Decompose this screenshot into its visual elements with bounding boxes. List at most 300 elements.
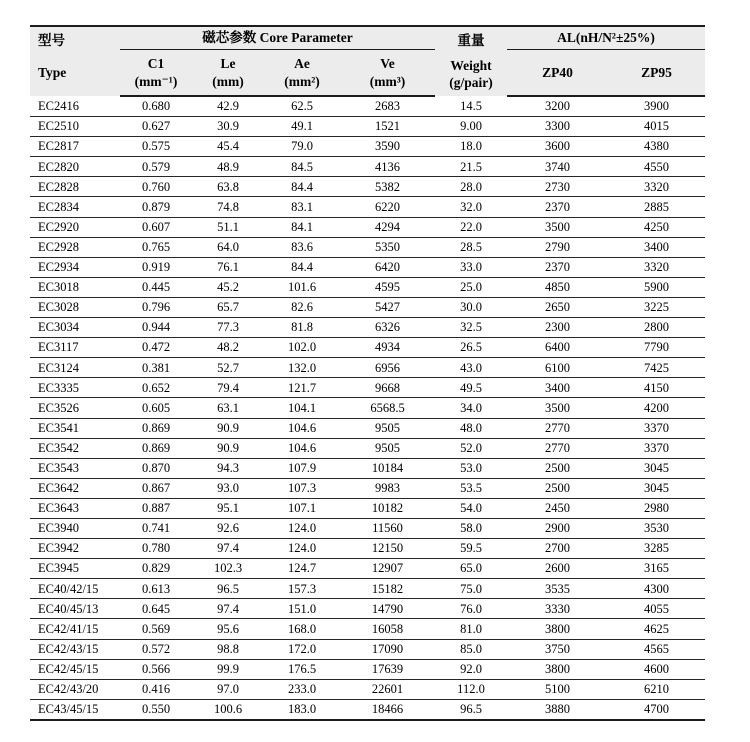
cell-ae: 124.0 [264, 518, 340, 538]
cell-ve: 17090 [340, 639, 435, 659]
table-row [30, 599, 705, 619]
table-row [30, 619, 705, 639]
header-c1-label: C1 [147, 55, 165, 71]
cell-zp40: 2500 [507, 458, 608, 478]
cell-weight: 14.5 [435, 96, 507, 117]
cell-ae: 62.5 [264, 96, 340, 117]
cell-zp95: 3370 [608, 438, 705, 458]
table-row [30, 358, 705, 378]
cell-type: EC3643 [30, 498, 120, 518]
cell-le: 96.5 [192, 579, 264, 599]
cell-ae: 102.0 [264, 338, 340, 358]
cell-zp95: 4055 [608, 599, 705, 619]
cell-zp95: 4565 [608, 639, 705, 659]
cell-weight: 53.5 [435, 478, 507, 498]
table-row [30, 117, 705, 137]
cell-c1: 0.867 [120, 478, 192, 498]
table-row [30, 217, 705, 237]
cell-zp40: 3800 [507, 619, 608, 639]
table-row [30, 277, 705, 297]
cell-type: EC3117 [30, 338, 120, 358]
header-le [192, 50, 264, 97]
cell-ae: 151.0 [264, 599, 340, 619]
cell-ae: 107.3 [264, 478, 340, 498]
cell-type: EC42/43/15 [30, 639, 120, 659]
cell-ve: 3590 [340, 137, 435, 157]
cell-ve: 1521 [340, 117, 435, 137]
cell-weight: 53.0 [435, 458, 507, 478]
header-ae [264, 50, 340, 97]
cell-type: EC2834 [30, 197, 120, 217]
cell-c1: 0.869 [120, 438, 192, 458]
cell-zp40: 3300 [507, 117, 608, 137]
cell-ae: 124.0 [264, 539, 340, 559]
cell-weight: 65.0 [435, 559, 507, 579]
cell-zp40: 3500 [507, 217, 608, 237]
cell-type: EC3034 [30, 318, 120, 338]
cell-ve: 12907 [340, 559, 435, 579]
cell-zp40: 2600 [507, 559, 608, 579]
cell-zp40: 5100 [507, 679, 608, 699]
cell-type: EC2828 [30, 177, 120, 197]
cell-le: 100.6 [192, 699, 264, 720]
cell-le: 63.1 [192, 398, 264, 418]
cell-le: 92.6 [192, 518, 264, 538]
cell-type: EC42/43/20 [30, 679, 120, 699]
cell-c1: 0.741 [120, 518, 192, 538]
cell-ve: 16058 [340, 619, 435, 639]
cell-zp40: 3200 [507, 96, 608, 117]
cell-ve: 15182 [340, 579, 435, 599]
cell-ve: 17639 [340, 659, 435, 679]
cell-weight: 92.0 [435, 659, 507, 679]
table-row [30, 639, 705, 659]
header-weight-cell [435, 26, 507, 96]
cell-weight: 59.5 [435, 539, 507, 559]
cell-ve: 2683 [340, 96, 435, 117]
cell-c1: 0.550 [120, 699, 192, 720]
cell-weight: 28.5 [435, 237, 507, 257]
cell-zp95: 2885 [608, 197, 705, 217]
header-zp40: ZP40 [507, 50, 608, 97]
cell-weight: 96.5 [435, 699, 507, 720]
cell-c1: 0.575 [120, 137, 192, 157]
cell-zp40: 3500 [507, 398, 608, 418]
cell-weight: 49.5 [435, 378, 507, 398]
cell-zp40: 2300 [507, 318, 608, 338]
cell-type: EC42/41/15 [30, 619, 120, 639]
cell-weight: 28.0 [435, 177, 507, 197]
cell-ae: 49.1 [264, 117, 340, 137]
cell-ae: 83.1 [264, 197, 340, 217]
cell-zp95: 4700 [608, 699, 705, 720]
cell-le: 30.9 [192, 117, 264, 137]
cell-ae: 104.6 [264, 418, 340, 438]
cell-ve: 6568.5 [340, 398, 435, 418]
cell-ve: 4136 [340, 157, 435, 177]
table-row [30, 96, 705, 117]
cell-type: EC3018 [30, 277, 120, 297]
core-parameter-table [30, 25, 705, 721]
cell-ve: 11560 [340, 518, 435, 538]
cell-ae: 84.5 [264, 157, 340, 177]
cell-zp95: 4015 [608, 117, 705, 137]
cell-le: 94.3 [192, 458, 264, 478]
cell-le: 97.0 [192, 679, 264, 699]
cell-ae: 81.8 [264, 318, 340, 338]
cell-zp40: 6100 [507, 358, 608, 378]
cell-ae: 79.0 [264, 137, 340, 157]
table-row [30, 398, 705, 418]
cell-ve: 4934 [340, 338, 435, 358]
cell-type: EC3124 [30, 358, 120, 378]
cell-le: 95.1 [192, 498, 264, 518]
cell-zp95: 3045 [608, 478, 705, 498]
cell-type: EC3945 [30, 559, 120, 579]
cell-zp95: 5900 [608, 277, 705, 297]
cell-weight: 48.0 [435, 418, 507, 438]
cell-le: 90.9 [192, 418, 264, 438]
cell-zp95: 4550 [608, 157, 705, 177]
cell-type: EC2510 [30, 117, 120, 137]
cell-type: EC42/45/15 [30, 659, 120, 679]
cell-zp40: 2450 [507, 498, 608, 518]
cell-weight: 30.0 [435, 297, 507, 317]
header-group-row [30, 26, 705, 50]
cell-c1: 0.870 [120, 458, 192, 478]
cell-type: EC2934 [30, 257, 120, 277]
header-core-parameter: 磁芯参数 Core Parameter [120, 26, 435, 50]
cell-type: EC3542 [30, 438, 120, 458]
cell-le: 97.4 [192, 599, 264, 619]
cell-ae: 172.0 [264, 639, 340, 659]
cell-ae: 107.1 [264, 498, 340, 518]
cell-le: 93.0 [192, 478, 264, 498]
cell-zp95: 2980 [608, 498, 705, 518]
cell-ae: 132.0 [264, 358, 340, 378]
cell-zp95: 7790 [608, 338, 705, 358]
cell-zp95: 7425 [608, 358, 705, 378]
cell-type: EC40/42/15 [30, 579, 120, 599]
cell-zp95: 3900 [608, 96, 705, 117]
cell-zp95: 3320 [608, 177, 705, 197]
header-sub-row [30, 50, 705, 97]
cell-c1: 0.765 [120, 237, 192, 257]
cell-type: EC3028 [30, 297, 120, 317]
cell-zp95: 4600 [608, 659, 705, 679]
cell-ae: 104.1 [264, 398, 340, 418]
table-row [30, 177, 705, 197]
cell-c1: 0.416 [120, 679, 192, 699]
table-row [30, 338, 705, 358]
cell-ve: 6326 [340, 318, 435, 338]
cell-type: EC2820 [30, 157, 120, 177]
cell-zp40: 3400 [507, 378, 608, 398]
header-type-en: Type [38, 64, 67, 80]
cell-c1: 0.569 [120, 619, 192, 639]
header-c1 [120, 50, 192, 97]
cell-ve: 9505 [340, 438, 435, 458]
cell-zp95: 4150 [608, 378, 705, 398]
cell-le: 98.8 [192, 639, 264, 659]
header-ae-label: Ae [294, 55, 310, 71]
cell-zp95: 4625 [608, 619, 705, 639]
cell-type: EC40/45/13 [30, 599, 120, 619]
cell-weight: 9.00 [435, 117, 507, 137]
cell-zp95: 2800 [608, 318, 705, 338]
cell-zp40: 3535 [507, 579, 608, 599]
cell-le: 77.3 [192, 318, 264, 338]
cell-weight: 58.0 [435, 518, 507, 538]
cell-ve: 5427 [340, 297, 435, 317]
table-row [30, 137, 705, 157]
cell-ve: 9668 [340, 378, 435, 398]
cell-le: 74.8 [192, 197, 264, 217]
header-weight-en: Weight [450, 57, 492, 73]
header-le-unit: (mm) [212, 73, 244, 89]
table-row [30, 318, 705, 338]
cell-ae: 183.0 [264, 699, 340, 720]
cell-ve: 18466 [340, 699, 435, 720]
cell-c1: 0.869 [120, 418, 192, 438]
cell-zp40: 2730 [507, 177, 608, 197]
cell-type: EC3543 [30, 458, 120, 478]
cell-c1: 0.879 [120, 197, 192, 217]
cell-c1: 0.652 [120, 378, 192, 398]
table-body [30, 96, 705, 720]
table-row [30, 257, 705, 277]
cell-zp40: 4850 [507, 277, 608, 297]
cell-zp40: 2370 [507, 197, 608, 217]
cell-zp95: 4250 [608, 217, 705, 237]
cell-ve: 6956 [340, 358, 435, 378]
cell-le: 79.4 [192, 378, 264, 398]
table-row [30, 297, 705, 317]
cell-type: EC2920 [30, 217, 120, 237]
header-ae-unit: (mm²) [284, 73, 320, 89]
cell-ae: 101.6 [264, 277, 340, 297]
cell-ve: 5382 [340, 177, 435, 197]
table-row [30, 579, 705, 599]
cell-c1: 0.796 [120, 297, 192, 317]
cell-zp40: 2370 [507, 257, 608, 277]
cell-c1: 0.760 [120, 177, 192, 197]
cell-le: 76.1 [192, 257, 264, 277]
table-row [30, 539, 705, 559]
cell-le: 95.6 [192, 619, 264, 639]
cell-c1: 0.645 [120, 599, 192, 619]
cell-weight: 33.0 [435, 257, 507, 277]
cell-zp40: 2790 [507, 237, 608, 257]
cell-ae: 104.6 [264, 438, 340, 458]
cell-type: EC3541 [30, 418, 120, 438]
cell-weight: 81.0 [435, 619, 507, 639]
table-row [30, 438, 705, 458]
table-row [30, 458, 705, 478]
cell-type: EC3942 [30, 539, 120, 559]
header-zp95: ZP95 [608, 50, 705, 97]
cell-c1: 0.780 [120, 539, 192, 559]
cell-ae: 107.9 [264, 458, 340, 478]
cell-c1: 0.472 [120, 338, 192, 358]
cell-zp95: 3530 [608, 518, 705, 538]
cell-ae: 176.5 [264, 659, 340, 679]
cell-le: 45.2 [192, 277, 264, 297]
cell-ve: 9505 [340, 418, 435, 438]
table-row [30, 679, 705, 699]
header-weight-unit: (g/pair) [449, 75, 493, 91]
cell-zp40: 2700 [507, 539, 608, 559]
cell-le: 42.9 [192, 96, 264, 117]
header-ve-label: Ve [380, 55, 395, 71]
cell-weight: 21.5 [435, 157, 507, 177]
cell-ae: 168.0 [264, 619, 340, 639]
cell-c1: 0.919 [120, 257, 192, 277]
cell-zp95: 4200 [608, 398, 705, 418]
cell-le: 45.4 [192, 137, 264, 157]
cell-zp40: 3880 [507, 699, 608, 720]
cell-ve: 9983 [340, 478, 435, 498]
cell-le: 90.9 [192, 438, 264, 458]
cell-type: EC2416 [30, 96, 120, 117]
cell-weight: 18.0 [435, 137, 507, 157]
cell-ve: 10184 [340, 458, 435, 478]
cell-ae: 84.4 [264, 177, 340, 197]
cell-type: EC2817 [30, 137, 120, 157]
table-row [30, 498, 705, 518]
cell-le: 51.1 [192, 217, 264, 237]
cell-weight: 112.0 [435, 679, 507, 699]
cell-type: EC3335 [30, 378, 120, 398]
table-row [30, 237, 705, 257]
cell-c1: 0.566 [120, 659, 192, 679]
cell-le: 52.7 [192, 358, 264, 378]
cell-weight: 25.0 [435, 277, 507, 297]
cell-ve: 4595 [340, 277, 435, 297]
header-type-zh: 型号 [38, 33, 65, 48]
table-row [30, 157, 705, 177]
cell-ve: 6420 [340, 257, 435, 277]
cell-weight: 85.0 [435, 639, 507, 659]
table-row [30, 699, 705, 720]
cell-ve: 4294 [340, 217, 435, 237]
cell-weight: 75.0 [435, 579, 507, 599]
cell-c1: 0.887 [120, 498, 192, 518]
cell-ae: 121.7 [264, 378, 340, 398]
cell-le: 65.7 [192, 297, 264, 317]
cell-ae: 233.0 [264, 679, 340, 699]
cell-zp40: 2650 [507, 297, 608, 317]
cell-c1: 0.627 [120, 117, 192, 137]
cell-zp40: 2900 [507, 518, 608, 538]
cell-weight: 22.0 [435, 217, 507, 237]
cell-zp95: 4380 [608, 137, 705, 157]
cell-le: 63.8 [192, 177, 264, 197]
cell-ae: 82.6 [264, 297, 340, 317]
cell-type: EC3642 [30, 478, 120, 498]
cell-zp40: 6400 [507, 338, 608, 358]
cell-c1: 0.944 [120, 318, 192, 338]
cell-ae: 84.1 [264, 217, 340, 237]
cell-zp95: 3225 [608, 297, 705, 317]
header-ve [340, 50, 435, 97]
cell-c1: 0.607 [120, 217, 192, 237]
table-row [30, 418, 705, 438]
cell-ve: 10182 [340, 498, 435, 518]
cell-zp95: 4300 [608, 579, 705, 599]
header-c1-unit: (mm⁻¹) [134, 73, 178, 89]
cell-ve: 22601 [340, 679, 435, 699]
cell-weight: 34.0 [435, 398, 507, 418]
header-al: AL(nH/N²±25%) [507, 26, 705, 50]
cell-zp40: 2500 [507, 478, 608, 498]
cell-weight: 54.0 [435, 498, 507, 518]
cell-c1: 0.829 [120, 559, 192, 579]
cell-type: EC43/45/15 [30, 699, 120, 720]
cell-c1: 0.445 [120, 277, 192, 297]
cell-zp40: 3740 [507, 157, 608, 177]
cell-zp40: 3750 [507, 639, 608, 659]
cell-ve: 6220 [340, 197, 435, 217]
cell-c1: 0.680 [120, 96, 192, 117]
cell-c1: 0.381 [120, 358, 192, 378]
cell-zp95: 3285 [608, 539, 705, 559]
table-row [30, 478, 705, 498]
cell-zp95: 3400 [608, 237, 705, 257]
table-row [30, 559, 705, 579]
cell-zp40: 2770 [507, 438, 608, 458]
cell-ve: 14790 [340, 599, 435, 619]
cell-le: 102.3 [192, 559, 264, 579]
cell-le: 48.9 [192, 157, 264, 177]
cell-zp95: 6210 [608, 679, 705, 699]
cell-le: 48.2 [192, 338, 264, 358]
cell-ae: 124.7 [264, 559, 340, 579]
cell-ve: 12150 [340, 539, 435, 559]
table-header [30, 26, 705, 96]
cell-zp95: 3165 [608, 559, 705, 579]
cell-ae: 84.4 [264, 257, 340, 277]
cell-zp95: 3320 [608, 257, 705, 277]
cell-ae: 83.6 [264, 237, 340, 257]
cell-weight: 32.0 [435, 197, 507, 217]
cell-le: 97.4 [192, 539, 264, 559]
cell-zp95: 3045 [608, 458, 705, 478]
header-le-label: Le [220, 55, 236, 71]
table-row [30, 197, 705, 217]
cell-zp40: 2770 [507, 418, 608, 438]
table-row [30, 378, 705, 398]
header-type-cell [30, 26, 120, 96]
cell-le: 99.9 [192, 659, 264, 679]
header-ve-unit: (mm³) [369, 73, 406, 89]
cell-le: 64.0 [192, 237, 264, 257]
cell-c1: 0.605 [120, 398, 192, 418]
cell-weight: 52.0 [435, 438, 507, 458]
cell-ae: 157.3 [264, 579, 340, 599]
cell-weight: 76.0 [435, 599, 507, 619]
table-row [30, 659, 705, 679]
cell-type: EC3526 [30, 398, 120, 418]
cell-zp40: 3330 [507, 599, 608, 619]
cell-c1: 0.572 [120, 639, 192, 659]
cell-zp40: 3600 [507, 137, 608, 157]
cell-zp40: 3800 [507, 659, 608, 679]
cell-c1: 0.579 [120, 157, 192, 177]
cell-ve: 5350 [340, 237, 435, 257]
cell-weight: 26.5 [435, 338, 507, 358]
cell-zp95: 3370 [608, 418, 705, 438]
